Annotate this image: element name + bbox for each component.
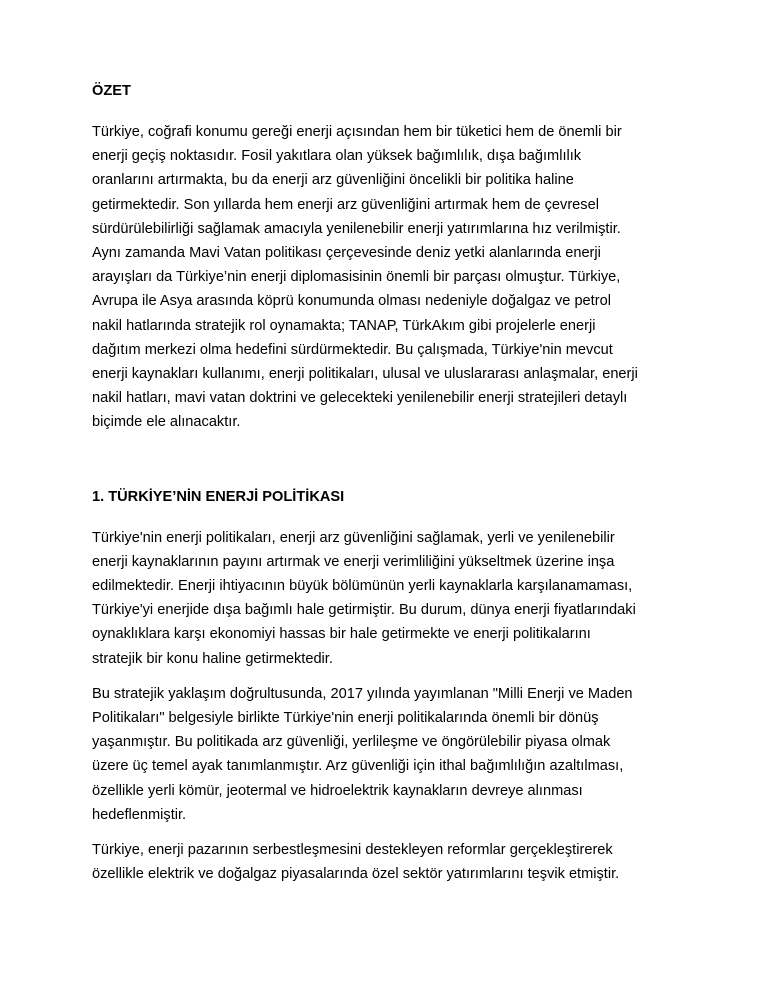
- text-line: üzere üç temel ayak tanımlanmıştır. Arz güvenliği için ithal bağımlılığın azaltılması,: [92, 758, 624, 775]
- text-line: enerji kaynakları kullanımı, enerji politikaları, ulusal ve uluslararası anlaşmalar, enerji: [92, 366, 638, 383]
- text-line: stratejik bir konu haline getirmektedir.: [92, 650, 333, 667]
- text-line: Avrupa ile Asya arasında köprü konumunda olması nedeniyle doğalgaz ve petrol: [92, 293, 611, 310]
- text-line: Aynı zamanda Mavi Vatan politikası çerçevesinde deniz yetki alanlarında enerji: [92, 245, 601, 262]
- body-paragraph: [92, 682, 692, 827]
- text-line: Türkiye, enerji pazarının serbestleşmesini destekleyen reformlar gerçekleştirerek: [92, 842, 613, 859]
- body-paragraph: [92, 526, 692, 671]
- text-line: özellikle yerli kömür, jeotermal ve hidroelektrik kaynakların devreye alınması: [92, 782, 583, 799]
- text-line: arayışları da Türkiye’nin enerji diplomasisinin önemli bir parçası olmuştur. Türkiye,: [92, 269, 621, 286]
- text-line: biçimde ele alınacaktır.: [92, 414, 241, 431]
- section-heading-ozet: ÖZET: [92, 83, 131, 99]
- text-line: edilmektedir. Enerji ihtiyacının büyük bölümünün yerli kaynaklarla karşılanamaması,: [92, 578, 633, 595]
- text-line: Türkiye, coğrafi konumu gereği enerji açısından hem bir tüketici hem de önemli bir: [92, 124, 622, 140]
- section-heading-energy-policy: 1. TÜRKİYE’NİN ENERJİ POLİTİKASI: [92, 488, 345, 505]
- text-line: enerji geçiş noktasıdır. Fosil yakıtlara olan yüksek bağımlılık, dışa bağımlılık: [92, 148, 582, 165]
- text-line: Türkiye'yi enerjide dışa bağımlı hale getirmiştir. Bu durum, dünya enerji fiyatlarındaki: [92, 602, 636, 619]
- abstract-paragraph: [92, 120, 692, 435]
- text-line: nakil hatlarında stratejik rol oynamakta; TANAP, TürkAkım gibi projelerle enerji: [92, 317, 596, 334]
- text-line: özellikle elektrik ve doğalgaz piyasalarında özel sektör yatırımlarını teşvik etmiştir.: [92, 866, 620, 883]
- text-line: oynaklıklara karşı ekonomiyi hassas bir hale getirmekte ve enerji politikalarını: [92, 626, 591, 643]
- document-page: [92, 80, 692, 886]
- text-line: Bu stratejik yaklaşım doğrultusunda, 2017 yılında yayımlanan "Milli Enerji ve Maden: [92, 685, 633, 702]
- text-line: dağıtım merkezi olma hedefini sürdürmektedir. Bu çalışmada, Türkiye'nin mevcut: [92, 341, 613, 358]
- text-line: sürdürülebilirliği sağlamak amacıyla yenilenebilir enerji yatırımlarına hız verilmiştir.: [92, 220, 621, 237]
- text-line: Politikaları" belgesiyle birlikte Türkiye'nin enerji politikalarında önemli bir dönüş: [92, 710, 599, 727]
- text-line: nakil hatları, mavi vatan doktrini ve gelecekteki yenilenebilir enerji stratejileri detaylı: [92, 390, 628, 407]
- text-line: getirmektedir. Son yıllarda hem enerji arz güvenliğini artırmak hem de çevresel: [92, 196, 599, 213]
- body-paragraph: [92, 838, 692, 886]
- text-line: Türkiye'nin enerji politikaları, enerji arz güvenliğini sağlamak, yerli ve yenilenebilir: [92, 529, 615, 546]
- text-line: hedeflenmiştir.: [92, 806, 187, 823]
- text-line: yaşanmıştır. Bu politikada arz güvenliği, yerlileşme ve öngörülebilir piyasa olmak: [92, 734, 611, 751]
- text-line: enerji kaynaklarının payını artırmak ve enerji verimliliğini yükseltmek üzerine inşa: [92, 553, 615, 570]
- text-line: oranlarını artırmakta, bu da enerji arz güvenliğini öncelikli bir politika haline: [92, 172, 574, 189]
